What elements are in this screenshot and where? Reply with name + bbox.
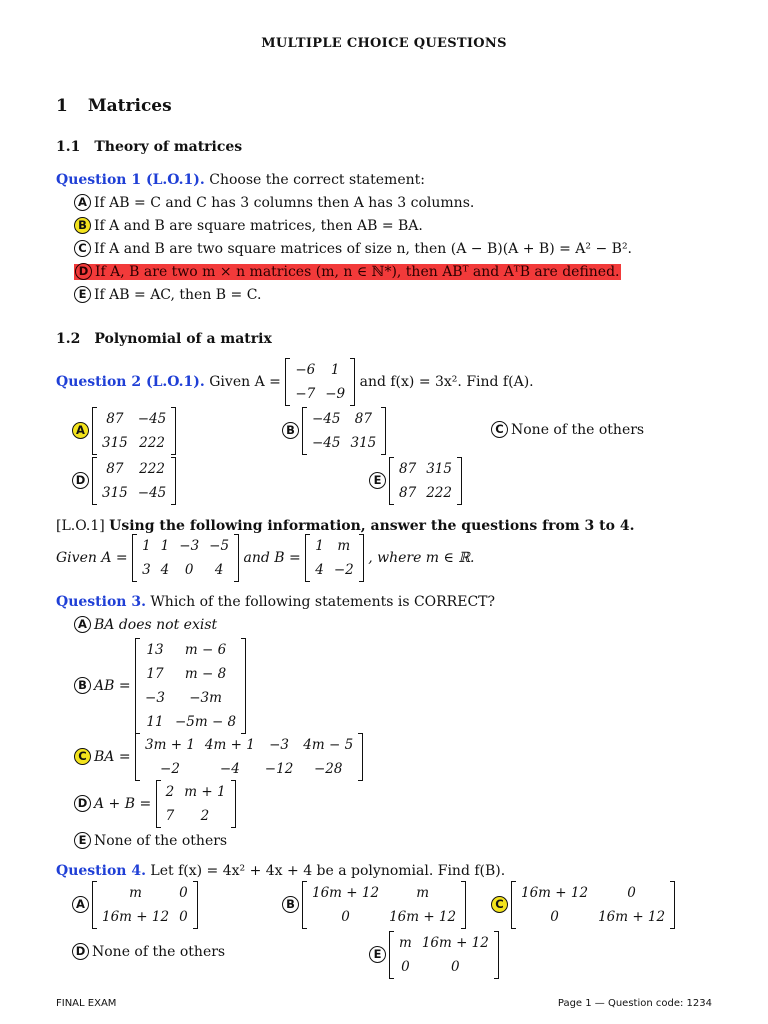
matrix-cell: 222 [139,435,165,451]
matrix-cell: 87 [106,461,124,477]
subsection-heading-1 [56,139,242,155]
q1-option-e[interactable] [74,285,261,305]
option-lhs: AB = [94,678,131,694]
option-letter-badge: D [72,472,89,489]
matrix-cell: 16m + 12 [389,909,457,925]
footer-left: FINAL EXAM [56,998,117,1009]
matrix-cell: 4m + 1 [204,737,255,753]
option-matrix [135,638,246,734]
section-heading [56,96,172,116]
matrix-A [285,358,355,406]
info-heading-text: Using the following information, answer the questions from 3 to 4. [109,518,635,534]
option-letter-badge: C [74,748,91,765]
q4-option-a[interactable] [72,881,198,929]
matrix-cell: 16m + 12 [598,909,666,925]
subsection-number: 1.2 [56,331,81,347]
matrix-cell: 17 [146,666,164,682]
option-matrix [389,457,462,505]
matrix-cell: 1 [315,538,324,554]
option-text: If AB = AC, then B = C. [94,287,262,303]
question-label: Question 4. [56,863,146,879]
option-letter-badge: D [72,943,89,960]
matrix-cell: −3m [189,690,222,706]
matrix-cell: 222 [139,461,165,477]
matrix-cell: 16m + 12 [421,935,489,951]
question-prompt: Which of the following statements is CORRECT? [150,594,496,610]
matrix-cell: −12 [264,761,294,777]
q1-option-a[interactable] [74,193,474,213]
info-heading [56,516,634,536]
matrix-cell: m [337,538,351,554]
q3-option-a[interactable] [74,615,217,635]
matrix-cell: −45 [312,411,341,427]
option-matrix [511,881,675,929]
q1-option-d[interactable] [74,262,621,282]
option-text: If A, B are two m × n matrices (m, n ∈ ℕ*), then ABᵀ and AᵀB are defined. [95,264,620,280]
matrix-cell: −2 [160,761,180,777]
subsection-title: Polynomial of a matrix [94,331,272,347]
matrix-cell: −5m − 8 [174,714,237,730]
matrix-cell: 16m + 12 [312,885,380,901]
matrix-cell: 0 [401,959,410,975]
matrix-cell: −7 [295,386,316,402]
q3-option-e[interactable] [74,831,227,851]
matrix-A [132,534,239,582]
q4-option-c[interactable] [491,881,675,929]
and-b-text: and B = [243,550,301,566]
q4-option-b[interactable] [282,881,466,929]
option-letter-badge: C [491,421,508,438]
given-a-text: Given A = [56,550,128,566]
option-lhs: A + B = [94,796,152,812]
option-matrix [135,733,363,781]
matrix-cell: 0 [179,885,188,901]
matrix-cell: 87 [354,411,372,427]
matrix-cell: 16m + 12 [102,909,170,925]
matrix-cell: 87 [399,461,417,477]
option-matrix [389,931,499,979]
matrix-cell: 11 [146,714,164,730]
matrix-cell: 1 [160,538,170,554]
option-matrix [92,881,198,929]
option-text: None of the others [94,833,228,849]
q2-option-d[interactable] [72,457,176,505]
q2-option-e[interactable] [369,457,462,505]
matrix-cell: 87 [399,485,417,501]
matrix-cell: 0 [184,562,194,578]
q2-option-c[interactable] [491,420,644,440]
matrix-cell: 4 [160,562,170,578]
option-letter-badge: E [74,286,91,303]
subsection-number: 1.1 [56,139,81,155]
matrix-cell: −45 [312,435,341,451]
matrix-cell: 0 [341,909,350,925]
option-text: If A and B are two square matrices of size n, then (A − B)(A + B) = A² − B². [94,241,633,257]
option-letter-badge: B [74,217,91,234]
matrix-cell: 4 [315,562,324,578]
q1-option-b[interactable] [74,216,423,236]
matrix-cell: 7 [165,808,175,824]
option-letter-badge: A [74,194,91,211]
matrix-cell: 315 [102,485,128,501]
option-letter-badge: A [74,616,91,633]
option-letter-badge: D [75,263,92,280]
option-matrix [302,407,386,455]
option-matrix [92,457,176,505]
matrix-cell: 2 [200,808,210,824]
option-letter-badge: E [74,832,91,849]
option-letter-badge: B [74,677,91,694]
q3-option-b[interactable] [74,638,246,734]
option-letter-badge: B [282,422,299,439]
matrix-cell: −3 [269,737,289,753]
question-prompt: Choose the correct statement: [209,172,425,188]
matrix-cell: −4 [219,761,240,777]
matrix-cell: 0 [627,885,636,901]
matrix-cell: 87 [106,411,124,427]
option-letter-badge: C [74,240,91,257]
question-3-stem [56,592,495,612]
footer-right: Page 1 — Question code: 1234 [557,998,712,1009]
question-given: Given A = [209,374,281,390]
matrix-cell: 0 [179,909,188,925]
section-title: Matrices [87,96,172,116]
info-tag: [L.O.1] [56,518,105,534]
matrix-cell: −5 [209,538,230,554]
question-tail: and f(x) = 3x². Find f(A). [359,374,534,390]
question-1-stem [56,170,425,190]
option-matrix [92,407,176,455]
q1-option-c[interactable] [74,239,632,259]
matrix-cell: 3 [142,562,151,578]
option-letter-badge: C [491,896,508,913]
subsection-title: Theory of matrices [94,139,243,155]
matrix-cell: m [416,885,429,901]
option-lhs: BA = [94,749,131,765]
matrix-cell: −45 [137,411,167,427]
subsection-heading-2 [56,331,272,347]
option-text: If A and B are square matrices, then AB = BA. [94,218,423,234]
option-letter-badge: A [72,896,89,913]
matrix-cell: m [129,885,142,901]
q3-option-d[interactable] [74,780,236,828]
option-text: None of the others [92,944,226,960]
matrix-cell: −45 [137,485,167,501]
q2-option-b[interactable] [282,407,386,455]
matrix-cell: 0 [550,909,559,925]
matrix-cell: −3 [145,690,165,706]
matrix-cell: −9 [325,386,346,402]
matrix-cell: 315 [426,461,452,477]
option-matrix [156,780,236,828]
matrix-cell: 16m + 12 [521,885,589,901]
question-prompt: Let f(x) = 4x² + 4x + 4 be a polynomial. Find f(B). [150,863,506,879]
q4-option-d[interactable] [72,942,225,962]
question-2-stem [56,358,534,406]
matrix-cell: −28 [313,761,343,777]
option-matrix [302,881,466,929]
page-title: MULTIPLE CHOICE QUESTIONS [261,36,507,51]
question-label: Question 3. [56,594,146,610]
matrix-cell: 315 [102,435,128,451]
matrix-cell: m − 6 [184,642,227,658]
matrix-cell: 315 [350,435,377,451]
matrix-cell: m [399,935,412,951]
option-text: None of the others [511,422,645,438]
matrix-cell: 2 [165,784,175,800]
section-number: 1 [56,96,68,116]
question-4-stem [56,861,505,881]
where-text: , where m ∈ ℝ. [368,550,475,566]
matrix-cell: −3 [179,538,200,554]
matrix-cell: 13 [146,642,164,658]
info-given [56,534,474,582]
q3-option-c[interactable] [74,733,363,781]
option-text: BA does not exist [94,617,218,633]
matrix-cell: −2 [333,562,354,578]
q2-option-a[interactable] [72,407,176,455]
matrix-cell: 1 [330,362,340,378]
option-letter-badge: A [72,422,89,439]
matrix-cell: −6 [295,362,316,378]
option-letter-badge: E [369,472,386,489]
option-letter-badge: E [369,946,386,963]
matrix-cell: 4 [214,562,224,578]
question-label: Question 2 (L.O.1). [56,374,205,390]
matrix-cell: 4m − 5 [303,737,354,753]
matrix-cell: 222 [426,485,452,501]
option-letter-badge: B [282,896,299,913]
question-label: Question 1 (L.O.1). [56,172,205,188]
option-letter-badge: D [74,795,91,812]
matrix-cell: 1 [142,538,151,554]
matrix-cell: 3m + 1 [145,737,195,753]
q4-option-e[interactable] [369,931,499,979]
matrix-cell: 0 [451,959,460,975]
option-text: If AB = C and C has 3 columns then A has 3 columns. [94,195,475,211]
matrix-B [305,534,364,582]
matrix-cell: m + 1 [184,784,226,800]
matrix-cell: m − 8 [184,666,227,682]
